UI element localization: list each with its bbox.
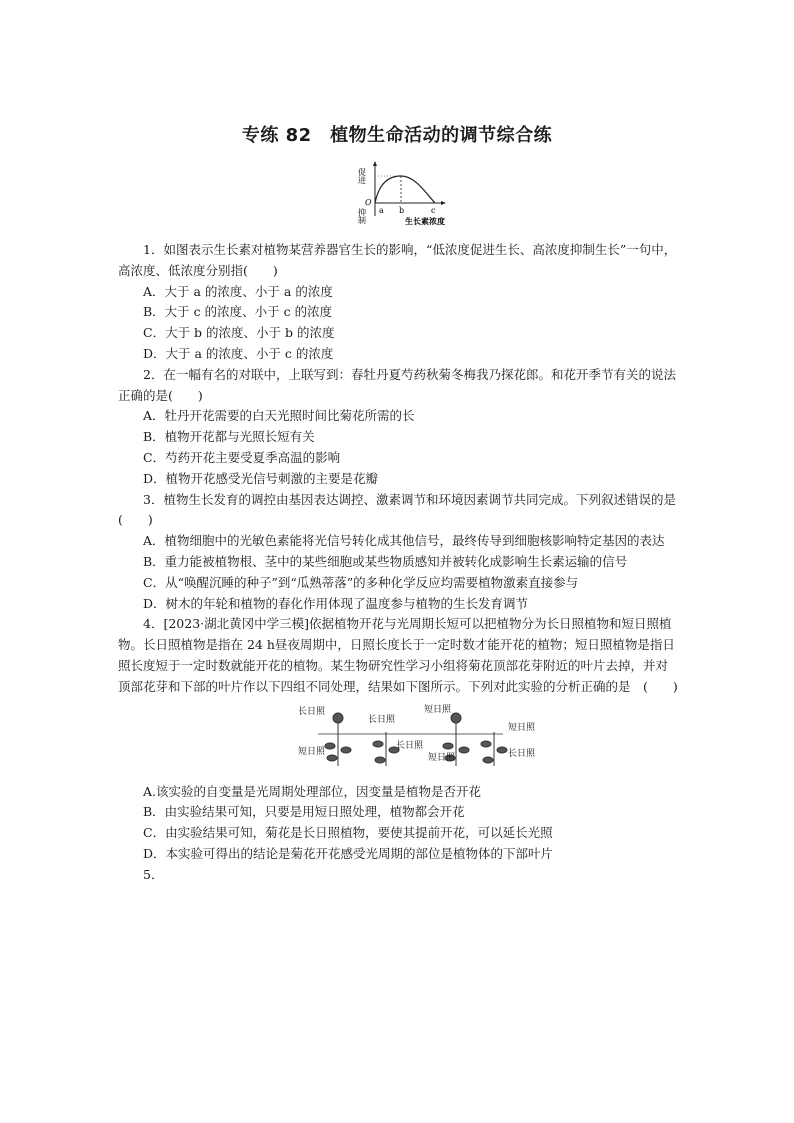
- x-axis-label: 生长素浓度: [405, 217, 445, 226]
- label-8: 长日照: [508, 748, 536, 759]
- q4-option-d: D．本实验可得出的结论是菊花开花感受光周期的部位是植物体的下部叶片: [143, 845, 554, 861]
- q5-stem: 5．: [143, 866, 164, 882]
- label-5: 长日照: [396, 740, 424, 751]
- q2-option-d: D．植物开花感受光信号刺激的主要是花瓣: [143, 470, 379, 486]
- flower-icon: [451, 713, 461, 723]
- auxin-curve-figure: [355, 158, 465, 228]
- q1-option-d: D．大于 a 的浓度、小于 c 的浓度: [143, 345, 334, 361]
- photoperiod-figure: [118, 704, 678, 774]
- page-title: 专练 82 植物生命活动的调节综合练: [241, 125, 553, 146]
- plant-4: [481, 732, 507, 766]
- tick-c-label: c: [431, 206, 436, 215]
- label-4: 短日照: [424, 704, 452, 715]
- q4-option-a: A.该实验的自变量是光周期处理部位，因变量是植物是否开花: [143, 783, 482, 799]
- label-1: 长日照: [298, 706, 326, 717]
- label-7: 短日照: [508, 722, 536, 733]
- q3-option-b: B．重力能被植物根、茎中的某些细胞或某些物质感知并被转化成影响生长素运输的信号: [143, 553, 628, 569]
- q4-option-c: C．由实验结果可知，菊花是长日照植物，要使其提前开花，可以延长光照: [143, 825, 553, 841]
- origin-label: O: [365, 198, 372, 207]
- label-3: 长日照: [368, 714, 396, 725]
- q1-stem: 1．如图表示生长素对植物某营养器官生长的影响，“低浓度促进生长、高浓度抑制生长”一句中，高浓度、低浓度分别指( ): [118, 242, 677, 278]
- tick-a-label: a: [379, 206, 384, 215]
- q3-option-c: C．从“唤醒沉睡的种子”到“瓜熟蒂落”的多种化学反应均需要植物激素直接参与: [143, 574, 579, 590]
- q1-option-a: A．大于 a 的浓度、小于 a 的浓度: [143, 283, 333, 299]
- questions: [118, 240, 678, 886]
- q1-option-b: B．大于 c 的浓度、小于 c 的浓度: [143, 304, 333, 320]
- y-top-label: 促进: [357, 168, 367, 184]
- q2-stem: 2．在一幅有名的对联中，上联写到：春牡丹夏芍药秋菊冬梅我乃探花郎。和花开季节有关的说法正确的是( ): [118, 366, 676, 403]
- plant-1: [325, 713, 351, 766]
- label-2: 短日照: [298, 746, 326, 757]
- tick-b-label: b: [399, 206, 405, 215]
- q2-option-c: C．芍药开花主要受夏季高温的影响: [143, 449, 341, 465]
- photoperiod-diagram: [278, 704, 548, 774]
- label-6: 短日照: [428, 752, 456, 763]
- q3-option-a: A．植物细胞中的光敏色素能将光信号转化成其他信号，最终传导到细胞核影响特定基因的表达: [143, 533, 665, 549]
- q2-option-a: A．牡丹开花需要的白天光照时间比菊花所需的长: [143, 408, 415, 424]
- q1-option-c: C．大于 b 的浓度、小于 b 的浓度: [143, 325, 335, 341]
- q3-option-d: D．树木的年轮和植物的春化作用体现了温度参与植物的生长发育调节: [143, 595, 529, 611]
- q4-option-b: B．由实验结果可知，只要是用短日照处理，植物都会开花: [143, 804, 465, 820]
- y-bottom-label: 抑制: [357, 208, 367, 224]
- q3-stem: 3．植物生长发育的调控由基因表达调控、激素调节和环境因素调节共同完成。下列叙述错误的是( ): [118, 491, 676, 528]
- q4-stem: 4．[2023·湖北黄冈中学三模]依据植物开花与光周期长短可以把植物分为长日照植物和短日照植物。长日照植物是指在 24 h昼夜周期中，日照长度长于一定时数才能开花的植物；短日照植物是指日照长度短于一定时数就能开花的植物。某生物研究性学习小组将菊花顶部花芽附近的叶片去掉，并对顶部花芽和下部的叶片作以下四组不同处理，结果如下图所示。下列对此实验的分析正确的是 ( ): [118, 616, 678, 694]
- flower-icon: [333, 713, 343, 723]
- q2-option-b: B．植物开花都与光照长短有关: [143, 429, 315, 445]
